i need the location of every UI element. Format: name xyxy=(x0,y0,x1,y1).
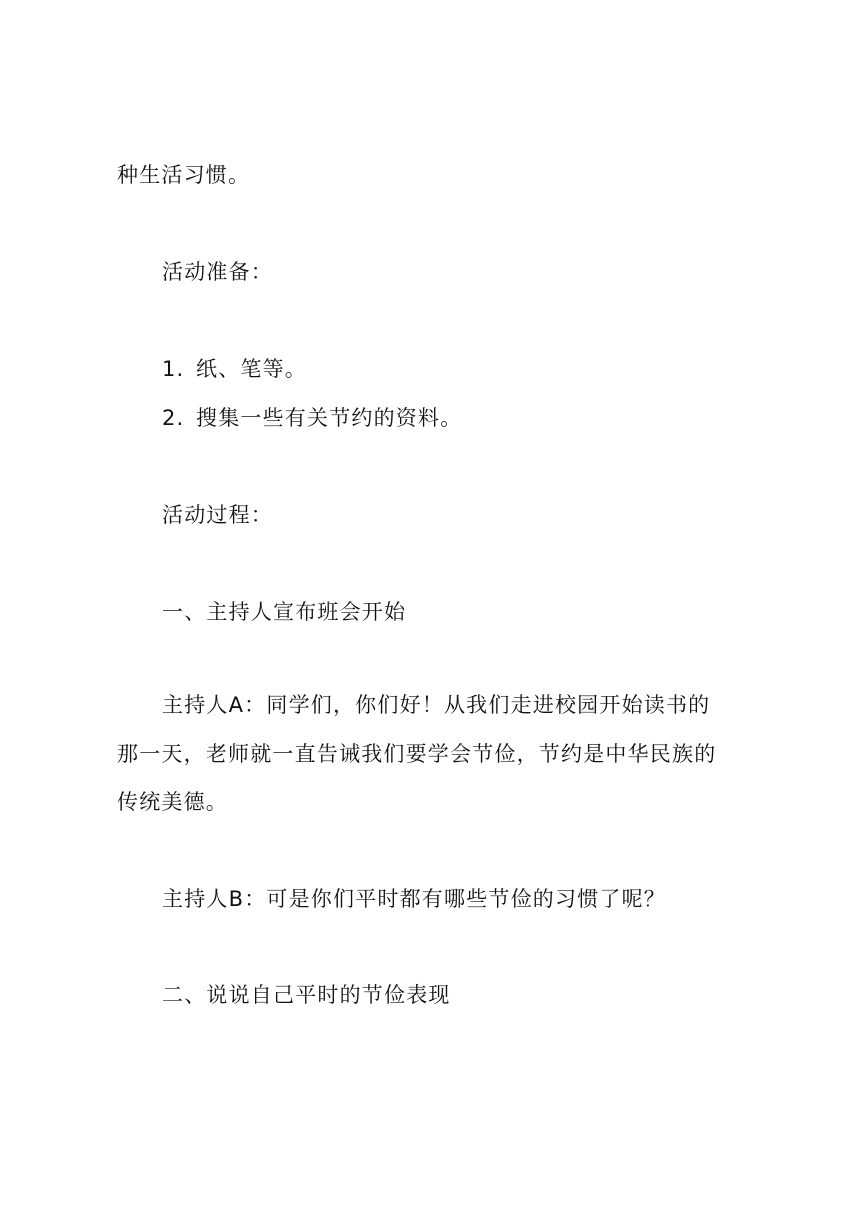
host-a-paragraph-line3: 传统美德。 xyxy=(117,790,228,814)
preparation-item xyxy=(162,403,462,433)
list-item-text: 搜集一些有关节约的资料。 xyxy=(196,406,463,430)
section-one-heading: 一、主持人宣布班会开始 xyxy=(162,600,407,624)
list-number: 1. xyxy=(162,357,185,381)
list-item-text: 纸、笔等。 xyxy=(196,357,307,381)
host-a-paragraph-line2: 那一天，老师就一直告诫我们要学会节俭，节约是中华民族的 xyxy=(117,742,717,766)
continuation-text: 种生活习惯。 xyxy=(117,163,251,187)
preparation-item xyxy=(162,354,307,384)
process-heading: 活动过程： xyxy=(162,503,273,527)
host-b-paragraph: 主持人B：可是你们平时都有哪些节俭的习惯了呢？ xyxy=(162,887,667,911)
section-two-heading: 二、说说自己平时的节俭表现 xyxy=(162,983,451,1007)
host-a-paragraph-line1: 主持人A：同学们，你们好！从我们走进校园开始读书的 xyxy=(162,693,711,717)
list-number: 2. xyxy=(162,406,185,430)
preparation-heading: 活动准备： xyxy=(162,260,273,284)
